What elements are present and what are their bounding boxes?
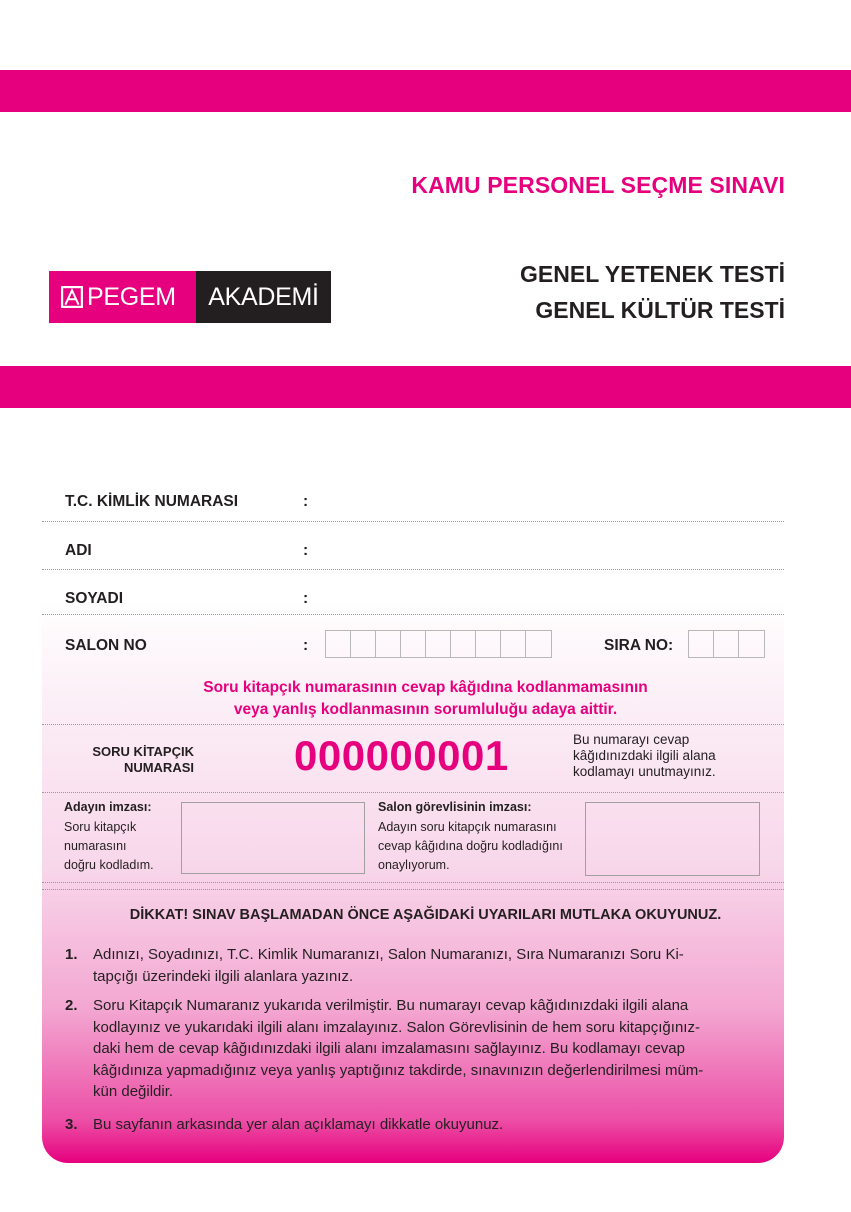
test-title-general-ability: GENEL YETENEK TESTİ <box>520 261 785 287</box>
salon-colon: : <box>303 637 309 654</box>
separator <box>42 889 784 890</box>
tc-label: T.C. KİMLİK NUMARASI <box>65 493 239 510</box>
separator <box>42 882 784 883</box>
separator <box>42 792 784 793</box>
candidate-text-line1: Soru kitapçık <box>64 820 137 834</box>
candidate-signature-text <box>64 818 154 875</box>
separator <box>42 614 784 615</box>
rule-line: Soru Kitapçık Numaranız yukarıda verilmiştir. Bu numarayı cevap kâğıdınızdaki ilgili alana <box>93 997 689 1014</box>
pegem-akademi-logo <box>49 271 331 323</box>
name-row <box>42 527 784 573</box>
separator <box>42 521 784 522</box>
candidate-text-line2: numarasını <box>64 839 127 853</box>
officer-text-line1: Adayın soru kitapçık numarasını <box>378 820 557 834</box>
salon-digit-box[interactable] <box>401 631 426 657</box>
name-colon: : <box>303 542 309 559</box>
officer-signature-box[interactable] <box>585 802 760 876</box>
top-magenta-band <box>0 70 851 112</box>
sira-digit-box[interactable] <box>714 631 739 657</box>
coding-warning-line2: veya yanlış kodlanmasının sorumluluğu adaya aittir. <box>233 701 618 718</box>
booklet-note-line3: kodlamayı unutmayınız. <box>573 764 716 779</box>
rule-text <box>93 995 761 1103</box>
coding-warning-line1: Soru kitapçık numarasının cevap kâğıdına kodlanmamasının <box>203 679 648 696</box>
rule-line: kâğıdınıza yapmadığınız veya yanlış yaptığınız takdirde, sınavınızın değerlendirilmesi müm- <box>93 1061 704 1079</box>
candidate-signature-box[interactable] <box>181 802 365 874</box>
booklet-number-label <box>76 744 194 776</box>
booklet-number: 000000001 <box>294 732 509 779</box>
salon-number-boxes[interactable] <box>325 630 552 658</box>
rule-text <box>93 944 761 987</box>
rule-text <box>93 1114 761 1136</box>
surname-colon: : <box>303 590 309 607</box>
officer-signature-title: Salon görevlisinin imzası: <box>378 800 532 814</box>
booklet-note-line1: Bu numarayı cevap <box>573 732 690 747</box>
salon-digit-box[interactable] <box>426 631 451 657</box>
salon-digit-box[interactable] <box>351 631 376 657</box>
rule-line: Bu sayfanın arkasında yer alan açıklamayı dikkatle okuyunuz. <box>93 1116 504 1133</box>
candidate-signature-title: Adayın imzası: <box>64 800 152 814</box>
salon-digit-box[interactable] <box>326 631 351 657</box>
salon-label: SALON NO <box>65 637 147 654</box>
officer-signature-text <box>378 818 563 875</box>
rule-item <box>65 1114 765 1136</box>
candidate-text-line3: doğru kodladım. <box>64 858 154 872</box>
exam-title: KAMU PERSONEL SEÇME SINAVI <box>411 172 785 198</box>
logo-dark-block <box>196 271 331 323</box>
notice-title: DİKKAT! SINAV BAŞLAMADAN ÖNCE AŞAĞIDAKİ UYARILARI MUTLAKA OKUYUNUZ. <box>129 907 722 923</box>
separator <box>42 569 784 570</box>
sira-digit-box[interactable] <box>689 631 714 657</box>
sira-digit-box[interactable] <box>739 631 764 657</box>
booklet-note-line2: kâğıdınızdaki ilgili alana <box>573 748 716 763</box>
salon-digit-box[interactable] <box>526 631 551 657</box>
logo-pegem-text: PEGEM <box>87 282 176 311</box>
logo-akademi-text: AKADEMİ <box>208 282 319 311</box>
sira-number-boxes[interactable] <box>688 630 765 658</box>
rule-line: Adınızı, Soyadınızı, T.C. Kimlik Numaranızı, Salon Numaranızı, Sıra Numaranızı Soru Ki- <box>93 946 684 963</box>
booklet-label-line1: SORU KİTAPÇIK <box>92 744 194 759</box>
rule-item <box>65 995 765 1103</box>
rule-number: 2. <box>65 997 78 1014</box>
name-label: ADI <box>65 542 92 559</box>
logo-a-icon <box>61 286 83 308</box>
salon-digit-box[interactable] <box>501 631 526 657</box>
rule-item <box>65 944 765 988</box>
tc-row <box>42 478 784 524</box>
rule-line: kodlayınız ve yukarıdaki ilgili alanı imzalayınız. Salon Görevlisinin de hem soru kitapçığınız- <box>93 1018 700 1036</box>
booklet-label-line2: NUMARASI <box>123 760 194 775</box>
salon-digit-box[interactable] <box>476 631 501 657</box>
rule-number: 1. <box>65 946 78 963</box>
logo-pink-block <box>49 271 196 323</box>
test-title-general-culture: GENEL KÜLTÜR TESTİ <box>535 297 785 323</box>
test-titles <box>520 256 785 328</box>
rule-line: daki hem de cevap kâğıdınızdaki ilgili alanı imzalamasını sağlayınız. Bu kodlamayı cevap <box>93 1040 685 1057</box>
rule-number: 3. <box>65 1116 78 1133</box>
rule-line: tapçığı üzerindeki ilgili alanlara yazınız. <box>93 967 354 985</box>
officer-text-line3: onaylıyorum. <box>378 858 450 872</box>
sira-label: SIRA NO: <box>604 637 674 654</box>
tc-colon: : <box>303 493 309 510</box>
separator <box>42 724 784 725</box>
booklet-note <box>573 732 716 780</box>
surname-label: SOYADI <box>65 590 124 607</box>
officer-text-line2: cevap kâğıdına doğru kodladığını <box>378 839 563 853</box>
rule-line: kün değildir. <box>93 1083 174 1100</box>
salon-digit-box[interactable] <box>451 631 476 657</box>
salon-digit-box[interactable] <box>376 631 401 657</box>
middle-magenta-band <box>0 366 851 408</box>
